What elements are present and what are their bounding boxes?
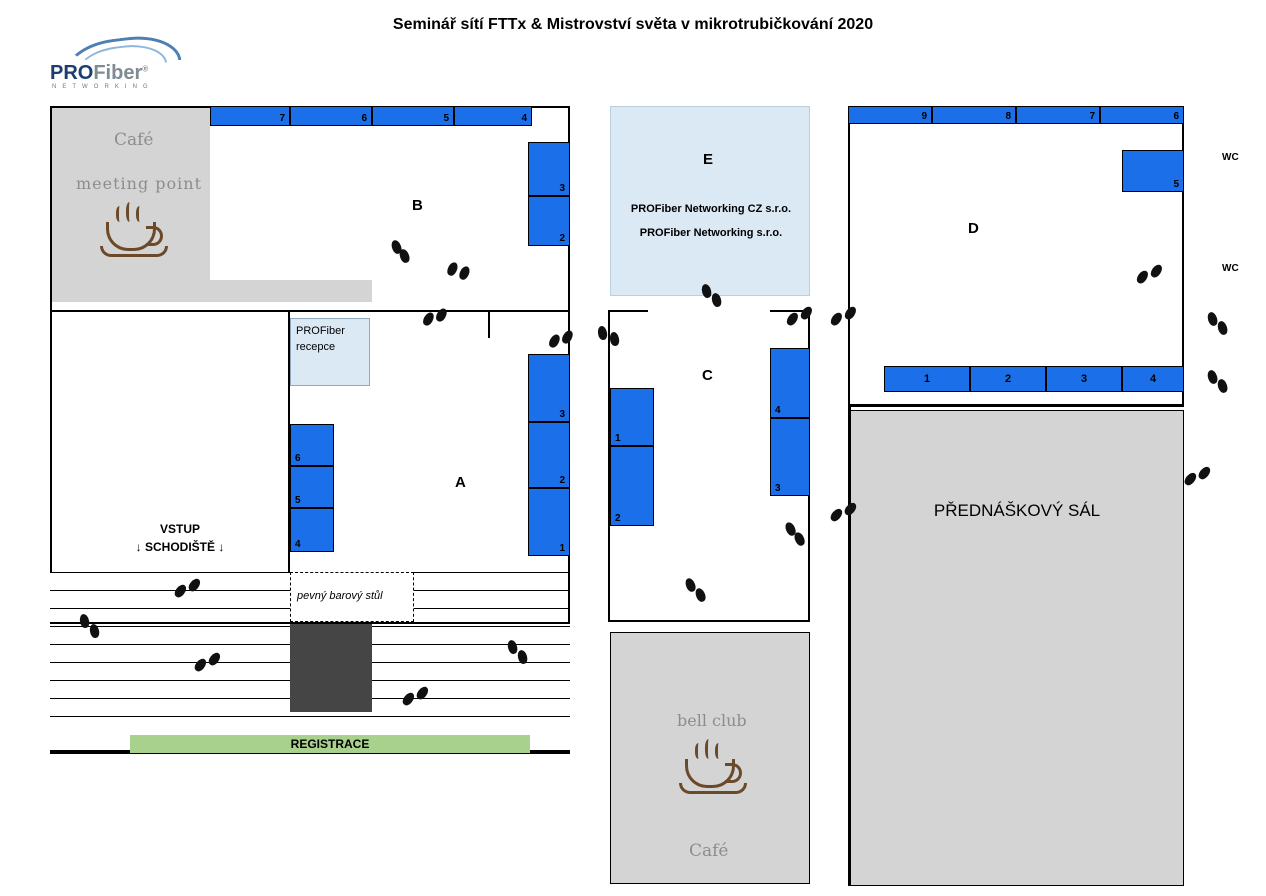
page-title: Seminář sítí FTTx & Mistrovství světa v mikrotrubičkování 2020	[392, 16, 874, 33]
cafe-top-subtitle: meeting point	[76, 174, 203, 193]
wall-hall-top	[848, 404, 1184, 407]
reception-label-line1: PROFiber	[296, 325, 345, 337]
booth-b-3[interactable]: 3	[528, 142, 570, 196]
bar-table	[290, 572, 414, 622]
cafe-bottom-room	[610, 632, 810, 884]
booth-d-8[interactable]: 8	[932, 106, 1016, 124]
cafe-meeting-point-room	[52, 108, 210, 302]
booth-c-3[interactable]: 3	[770, 418, 810, 496]
logo-tm-text: ®	[142, 64, 149, 74]
zone-label-a: A	[455, 474, 466, 491]
wall-hall-left	[848, 404, 851, 886]
room-e-company-1: PROFiber Networking CZ s.r.o.	[630, 203, 792, 215]
wc-label-top: WC	[1222, 152, 1239, 163]
booth-c-4[interactable]: 4	[770, 348, 810, 418]
cafe-floor-strip	[52, 280, 372, 302]
booth-b-5[interactable]: 5	[372, 106, 454, 126]
entrance-line1: VSTUP	[159, 522, 200, 536]
bell-club-label: bell club	[677, 711, 747, 730]
booth-a-2[interactable]: 2	[528, 422, 570, 488]
lecture-hall-label: PŘEDNÁŠKOVÝ SÁL	[933, 501, 1101, 520]
booth-a-1[interactable]: 1	[528, 488, 570, 556]
booth-c-2[interactable]: 2	[610, 446, 654, 526]
dark-block	[290, 624, 372, 712]
booth-b-7[interactable]: 7	[210, 106, 290, 126]
booth-d-1[interactable]: 1	[884, 366, 970, 392]
coffee-cup-icon-2	[679, 745, 743, 791]
cafe-top-title: Café	[114, 130, 154, 150]
cafe-bottom-title: Café	[689, 841, 729, 861]
reception-room	[290, 318, 370, 386]
entrance-label	[110, 520, 250, 556]
wall-c-top-left	[608, 310, 648, 312]
booth-d-5[interactable]: 5	[1122, 150, 1184, 192]
booth-b-6[interactable]: 6	[290, 106, 372, 126]
logo-subtitle: N E T W O R K I N G	[52, 84, 150, 90]
zone-label-b: B	[412, 197, 423, 214]
wall-c-bottom	[608, 620, 810, 622]
booth-a-3[interactable]: 3	[528, 354, 570, 422]
logo-fiber-text: Fiber	[93, 62, 143, 84]
bar-table-label: pevný barový stůl	[297, 590, 383, 602]
wall-a-top-left	[50, 310, 290, 312]
coffee-cup-icon	[100, 208, 164, 254]
profiber-logo	[50, 38, 180, 94]
reception-label-line2: recepce	[296, 341, 336, 353]
booth-c-1[interactable]: 1	[610, 388, 654, 446]
lecture-hall	[848, 410, 1184, 886]
stair-line-9	[50, 716, 570, 717]
booth-d-4[interactable]: 4	[1122, 366, 1184, 392]
booth-d-9[interactable]: 9	[848, 106, 932, 124]
wall-a-outer-left	[50, 310, 52, 572]
zone-label-d: D	[968, 220, 979, 237]
room-e-company-2: PROFiber Networking s.r.o.	[639, 227, 783, 239]
booth-d-6[interactable]: 6	[1100, 106, 1184, 124]
wc-label-bottom: WC	[1222, 263, 1239, 274]
booth-d-3[interactable]: 3	[1046, 366, 1122, 392]
wall-a-top-notch	[488, 310, 490, 338]
booth-a-5[interactable]: 5	[290, 466, 334, 508]
booth-b-4[interactable]: 4	[454, 106, 532, 126]
wall-a-top-right	[488, 310, 570, 312]
booth-d-2[interactable]: 2	[970, 366, 1046, 392]
registration-strip[interactable]: REGISTRACE	[130, 735, 530, 753]
logo-pro-text: PRO	[50, 62, 94, 84]
booth-d-7[interactable]: 7	[1016, 106, 1100, 124]
booth-a-4[interactable]: 4	[290, 508, 334, 552]
booth-b-2[interactable]: 2	[528, 196, 570, 246]
room-e	[610, 106, 810, 296]
entrance-line2: ↓ SCHODIŠTĚ ↓	[135, 540, 225, 554]
booth-a-6[interactable]: 6	[290, 424, 334, 466]
zone-label-c: C	[702, 367, 713, 384]
zone-label-e: E	[703, 151, 714, 168]
